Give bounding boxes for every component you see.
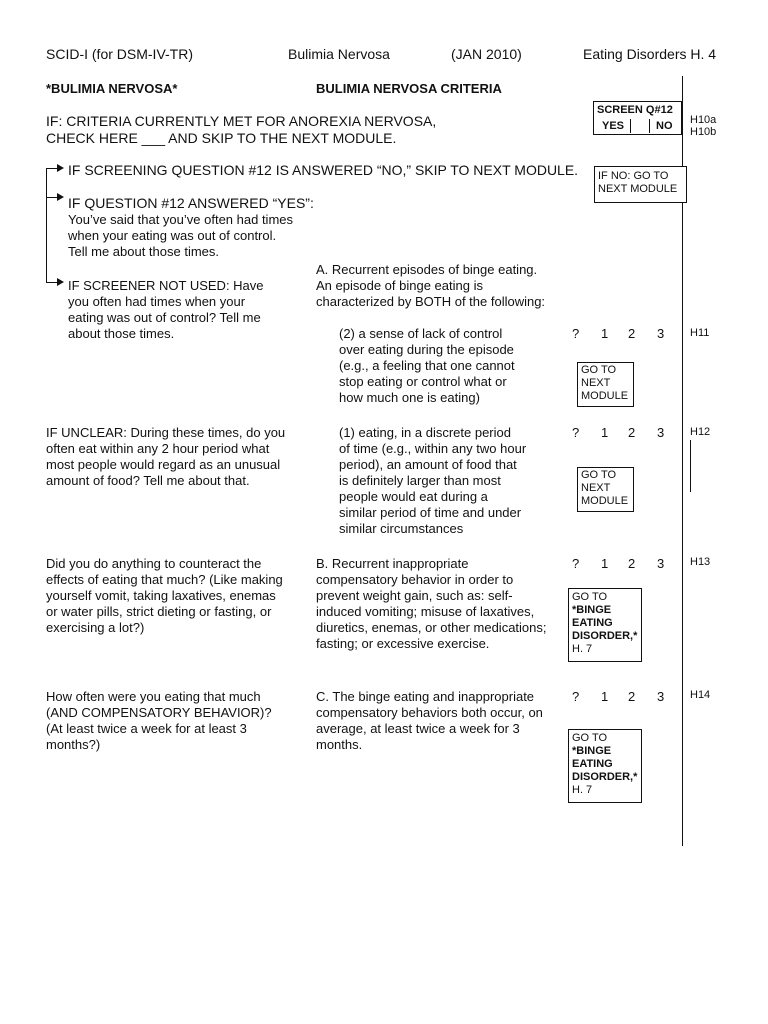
goto-binge-box [568, 588, 642, 662]
rating-1[interactable]: 1 [601, 556, 609, 571]
binge-eating-disorder-label: *BINGE EATING DISORDER,* [572, 745, 638, 783]
margin-rule-segment [690, 440, 691, 492]
section-title: *BULIMIA NERVOSA* [46, 81, 178, 96]
screener-not-used-prompt: IF SCREENER NOT USED: Have you often had times when your eating was out of control? Tell me about those times. [68, 278, 264, 341]
criterion-a2: (2) a sense of lack of control over eating during the episode (e.g., a feeling that one cannot stop eating or control what or how much one is eating) [339, 326, 515, 405]
goto-label: GO TO [572, 732, 608, 744]
code-h10a: H10a [690, 114, 717, 126]
question-unclear: IF UNCLEAR: During these times, do you often eat within any 2 hour period what most people would regard as an unusual amount of food? Tell me about that. [46, 425, 286, 488]
goto-page: H. 7 [572, 643, 593, 655]
rating-1[interactable]: 1 [601, 689, 609, 704]
header-date: (JAN 2010) [451, 46, 522, 62]
rating-unknown[interactable]: ? [572, 689, 580, 704]
rating-3[interactable]: 3 [657, 425, 665, 440]
criterion-a: A. Recurrent episodes of binge eating. An episode of binge eating is characterized by BOTH of the following: [316, 262, 546, 309]
screen-yes-option[interactable]: YES [602, 120, 625, 132]
arrow-icon [57, 193, 64, 201]
anorexia-check-instruction: IF: CRITERIA CURRENTLY MET FOR ANOREXIA NERVOSA, CHECK HERE ___ AND SKIP TO THE NEXT MODULE. [46, 113, 437, 146]
screen-box-divider [649, 119, 650, 133]
rating-unknown[interactable]: ? [572, 425, 580, 440]
rating-h13 [572, 556, 672, 572]
question-yes-prompt: You’ve said that you’ve often had times when your eating was out of control. Tell me about those times. [68, 212, 293, 259]
question-yes-instruction: IF QUESTION #12 ANSWERED “YES”: [68, 195, 314, 211]
goto-binge-box [568, 729, 642, 803]
rating-h12 [572, 425, 672, 441]
goto-next-module-box: GO TO NEXT MODULE [577, 467, 634, 512]
arrow-icon [57, 278, 64, 286]
screening-no-instruction: IF SCREENING QUESTION #12 IS ANSWERED “NO,” SKIP TO NEXT MODULE. [68, 162, 579, 178]
criterion-a1: (1) eating, in a discrete period of time (e.g., within any two hour period), an amount of food that is definitely larger than most people would eat during a similar period of time and under similar circumstances [339, 425, 527, 536]
screen-no-option[interactable]: NO [656, 120, 673, 132]
code-h11: H11 [690, 327, 710, 339]
code-h13: H13 [690, 556, 711, 568]
screen-box-divider [630, 119, 631, 133]
rating-unknown[interactable]: ? [572, 556, 580, 571]
rating-2[interactable]: 2 [628, 326, 636, 341]
rating-2[interactable]: 2 [628, 556, 636, 571]
rating-2[interactable]: 2 [628, 425, 636, 440]
header-module: Bulimia Nervosa [288, 46, 390, 62]
criteria-title: BULIMIA NERVOSA CRITERIA [316, 81, 502, 96]
code-h10b: H10b [690, 126, 717, 138]
criterion-c: C. The binge eating and inappropriate compensatory behaviors both occur, on average, at least twice a week for 3 months. [316, 689, 543, 752]
rating-2[interactable]: 2 [628, 689, 636, 704]
goto-label: GO TO [572, 591, 608, 603]
rating-1[interactable]: 1 [601, 326, 609, 341]
rating-1[interactable]: 1 [601, 425, 609, 440]
rating-3[interactable]: 3 [657, 326, 665, 341]
goto-page: H. 7 [572, 784, 593, 796]
rating-unknown[interactable]: ? [572, 326, 580, 341]
rating-3[interactable]: 3 [657, 689, 665, 704]
goto-next-module-box: GO TO NEXT MODULE [577, 362, 634, 407]
criterion-b: B. Recurrent inappropriate compensatory behavior in order to prevent weight gain, such as: self- induced vomiting; misuse of laxatives, diuretics, enemas, or other medications; fasting; or excessive exercise. [316, 556, 547, 651]
question-how-often: How often were you eating that much (AND COMPENSATORY BEHAVIOR)? (At least twice a week for at least 3 months?) [46, 689, 272, 752]
code-h14: H14 [690, 689, 711, 701]
rating-h14 [572, 689, 672, 705]
rating-h11 [572, 326, 672, 342]
header-form-name: SCID-I (for DSM-IV-TR) [46, 46, 193, 62]
screen-question-box [593, 101, 682, 135]
screen-box-title: SCREEN Q#12 [597, 104, 673, 116]
header-page: Eating Disorders H. 4 [583, 46, 717, 62]
code-h12: H12 [690, 426, 711, 438]
question-counteract: Did you do anything to counteract the effects of eating that much? (Like making yourself vomit, taking laxatives, enemas or water pills, strict dieting or fasting, or exercising a lot?) [46, 556, 283, 635]
rating-3[interactable]: 3 [657, 556, 665, 571]
skip-bracket [46, 168, 47, 282]
binge-eating-disorder-label: *BINGE EATING DISORDER,* [572, 604, 638, 642]
arrow-icon [57, 164, 64, 172]
if-no-box: IF NO: GO TO NEXT MODULE [594, 166, 687, 203]
